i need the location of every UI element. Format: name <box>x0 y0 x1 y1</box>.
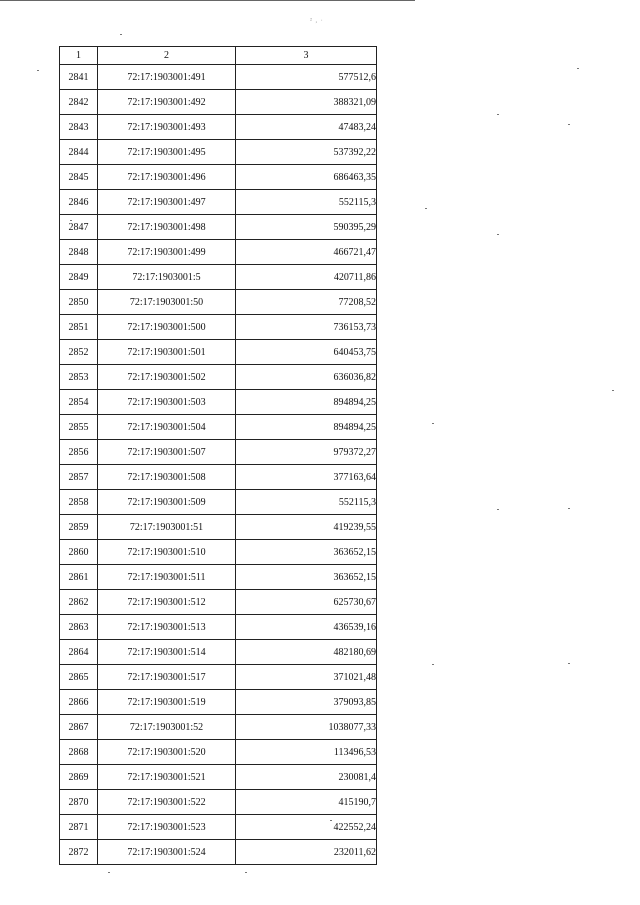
table-row <box>60 290 377 315</box>
row-value: 482180,69 <box>236 640 377 665</box>
scan-speck <box>432 423 434 424</box>
row-number: 2845 <box>60 165 98 190</box>
cadastral-number: 72:17:1903001:50 <box>98 290 236 315</box>
cadastral-number: 72:17:1903001:496 <box>98 165 236 190</box>
scan-speck <box>577 68 579 69</box>
table-row <box>60 340 377 365</box>
row-value: 625730,67 <box>236 590 377 615</box>
scan-speck <box>568 663 570 664</box>
row-value: 590395,29 <box>236 215 377 240</box>
table-row <box>60 315 377 340</box>
row-value: 371021,48 <box>236 665 377 690</box>
table-row <box>60 115 377 140</box>
row-number: 2852 <box>60 340 98 365</box>
cadastral-number: 72:17:1903001:508 <box>98 465 236 490</box>
cadastral-number: 72:17:1903001:517 <box>98 665 236 690</box>
row-number: 2870 <box>60 790 98 815</box>
table-row <box>60 215 377 240</box>
row-number: 2867 <box>60 715 98 740</box>
cadastral-number: 72:17:1903001:519 <box>98 690 236 715</box>
cadastral-number: 72:17:1903001:495 <box>98 140 236 165</box>
table-row <box>60 665 377 690</box>
scan-speck <box>568 124 570 125</box>
cadastral-number: 72:17:1903001:511 <box>98 565 236 590</box>
row-value: 230081,4 <box>236 765 377 790</box>
cadastral-number: 72:17:1903001:499 <box>98 240 236 265</box>
scan-speck <box>330 820 332 821</box>
row-number: 2868 <box>60 740 98 765</box>
row-number: 2848 <box>60 240 98 265</box>
row-number: 2855 <box>60 415 98 440</box>
cadastral-number: 72:17:1903001:492 <box>98 90 236 115</box>
scan-speck <box>612 390 614 391</box>
row-number: 2869 <box>60 765 98 790</box>
row-value: 537392,22 <box>236 140 377 165</box>
row-value: 894894,25 <box>236 390 377 415</box>
row-number: 2863 <box>60 615 98 640</box>
cadastral-number: 72:17:1903001:524 <box>98 840 236 865</box>
table-row <box>60 90 377 115</box>
row-number: 2865 <box>60 665 98 690</box>
cadastral-number: 72:17:1903001:497 <box>98 190 236 215</box>
scan-speck <box>568 508 570 509</box>
row-value: 363652,15 <box>236 540 377 565</box>
scan-speck <box>108 872 110 873</box>
cadastral-number: 72:17:1903001:501 <box>98 340 236 365</box>
cadastral-number: 72:17:1903001:493 <box>98 115 236 140</box>
row-value: 232011,62 <box>236 840 377 865</box>
cadastral-number: 72:17:1903001:503 <box>98 390 236 415</box>
row-number: 2860 <box>60 540 98 565</box>
table-row <box>60 415 377 440</box>
row-value: 388321,09 <box>236 90 377 115</box>
row-value: 422552,24 <box>236 815 377 840</box>
row-value: 686463,35 <box>236 165 377 190</box>
table-row <box>60 815 377 840</box>
row-number: 2850 <box>60 290 98 315</box>
table-row <box>60 615 377 640</box>
row-number: 2872 <box>60 840 98 865</box>
row-number: 2866 <box>60 690 98 715</box>
row-number: 2846 <box>60 190 98 215</box>
cadastral-number: 72:17:1903001:500 <box>98 315 236 340</box>
table-row <box>60 765 377 790</box>
row-value: 419239,55 <box>236 515 377 540</box>
cadastral-number: 72:17:1903001:5 <box>98 265 236 290</box>
row-value: 377163,64 <box>236 465 377 490</box>
scan-speck <box>37 70 39 71</box>
row-number: 2851 <box>60 315 98 340</box>
cadastral-table <box>59 46 377 865</box>
table-row <box>60 165 377 190</box>
cadastral-number: 72:17:1903001:52 <box>98 715 236 740</box>
row-value: 552115,3 <box>236 490 377 515</box>
table-row <box>60 265 377 290</box>
table-row <box>60 690 377 715</box>
cadastral-number: 72:17:1903001:507 <box>98 440 236 465</box>
row-number: 2844 <box>60 140 98 165</box>
table-row <box>60 565 377 590</box>
cadastral-number: 72:17:1903001:523 <box>98 815 236 840</box>
row-number: 2842 <box>60 90 98 115</box>
cadastral-number: 72:17:1903001:498 <box>98 215 236 240</box>
cadastral-number: 72:17:1903001:513 <box>98 615 236 640</box>
cadastral-number: 72:17:1903001:510 <box>98 540 236 565</box>
row-value: 640453,75 <box>236 340 377 365</box>
row-value: 415190,7 <box>236 790 377 815</box>
cadastral-number: 72:17:1903001:521 <box>98 765 236 790</box>
row-value: 363652,15 <box>236 565 377 590</box>
scan-speck <box>245 872 247 873</box>
table-row <box>60 240 377 265</box>
cadastral-number: 72:17:1903001:51 <box>98 515 236 540</box>
table-row <box>60 490 377 515</box>
row-number: 2859 <box>60 515 98 540</box>
row-number: 2861 <box>60 565 98 590</box>
row-value: 894894,25 <box>236 415 377 440</box>
row-value: 113496,53 <box>236 740 377 765</box>
table-row <box>60 515 377 540</box>
table-row <box>60 715 377 740</box>
table-row <box>60 440 377 465</box>
table-row <box>60 190 377 215</box>
scan-top-rule <box>0 0 415 1</box>
row-value: 736153,73 <box>236 315 377 340</box>
row-number: 2843 <box>60 115 98 140</box>
cadastral-number: 72:17:1903001:512 <box>98 590 236 615</box>
cadastral-number: 72:17:1903001:509 <box>98 490 236 515</box>
row-number: 2862 <box>60 590 98 615</box>
cadastral-number: 72:17:1903001:520 <box>98 740 236 765</box>
row-number: 2871 <box>60 815 98 840</box>
row-number: 2864 <box>60 640 98 665</box>
table-row <box>60 140 377 165</box>
column-header-1: 1 <box>60 47 98 65</box>
row-value: 577512,6 <box>236 65 377 90</box>
row-value: 420711,86 <box>236 265 377 290</box>
row-value: 979372,27 <box>236 440 377 465</box>
column-header-2: 2 <box>98 47 236 65</box>
scan-speck <box>497 114 499 115</box>
row-number: 2841 <box>60 65 98 90</box>
scan-speck <box>70 220 72 221</box>
scan-speck <box>497 234 499 235</box>
table-row <box>60 65 377 90</box>
page-mark: ² ‚ · <box>310 18 324 24</box>
scan-speck <box>120 34 122 35</box>
cadastral-number: 72:17:1903001:522 <box>98 790 236 815</box>
scan-speck <box>497 509 499 510</box>
column-header-3: 3 <box>236 47 377 65</box>
cadastral-number: 72:17:1903001:514 <box>98 640 236 665</box>
row-value: 77208,52 <box>236 290 377 315</box>
table-body <box>60 65 377 865</box>
row-value: 1038077,33 <box>236 715 377 740</box>
scan-speck <box>432 664 434 665</box>
row-number: 2854 <box>60 390 98 415</box>
cadastral-number: 72:17:1903001:491 <box>98 65 236 90</box>
table-row <box>60 740 377 765</box>
row-value: 466721,47 <box>236 240 377 265</box>
row-number: 2853 <box>60 365 98 390</box>
row-number: 2857 <box>60 465 98 490</box>
table-row <box>60 540 377 565</box>
row-number: 2858 <box>60 490 98 515</box>
row-value: 436539,16 <box>236 615 377 640</box>
row-value: 379093,85 <box>236 690 377 715</box>
header-row <box>60 47 377 65</box>
row-number: 2849 <box>60 265 98 290</box>
row-value: 636036,82 <box>236 365 377 390</box>
row-value: 552115,3 <box>236 190 377 215</box>
row-number: 2847 <box>60 215 98 240</box>
table-row <box>60 790 377 815</box>
row-value: 47483,24 <box>236 115 377 140</box>
table-row <box>60 465 377 490</box>
table-row <box>60 365 377 390</box>
row-number: 2856 <box>60 440 98 465</box>
cadastral-number: 72:17:1903001:504 <box>98 415 236 440</box>
table-row <box>60 590 377 615</box>
cadastral-number: 72:17:1903001:502 <box>98 365 236 390</box>
table-row <box>60 390 377 415</box>
table-row <box>60 640 377 665</box>
table-row <box>60 840 377 865</box>
scan-speck <box>425 208 427 209</box>
